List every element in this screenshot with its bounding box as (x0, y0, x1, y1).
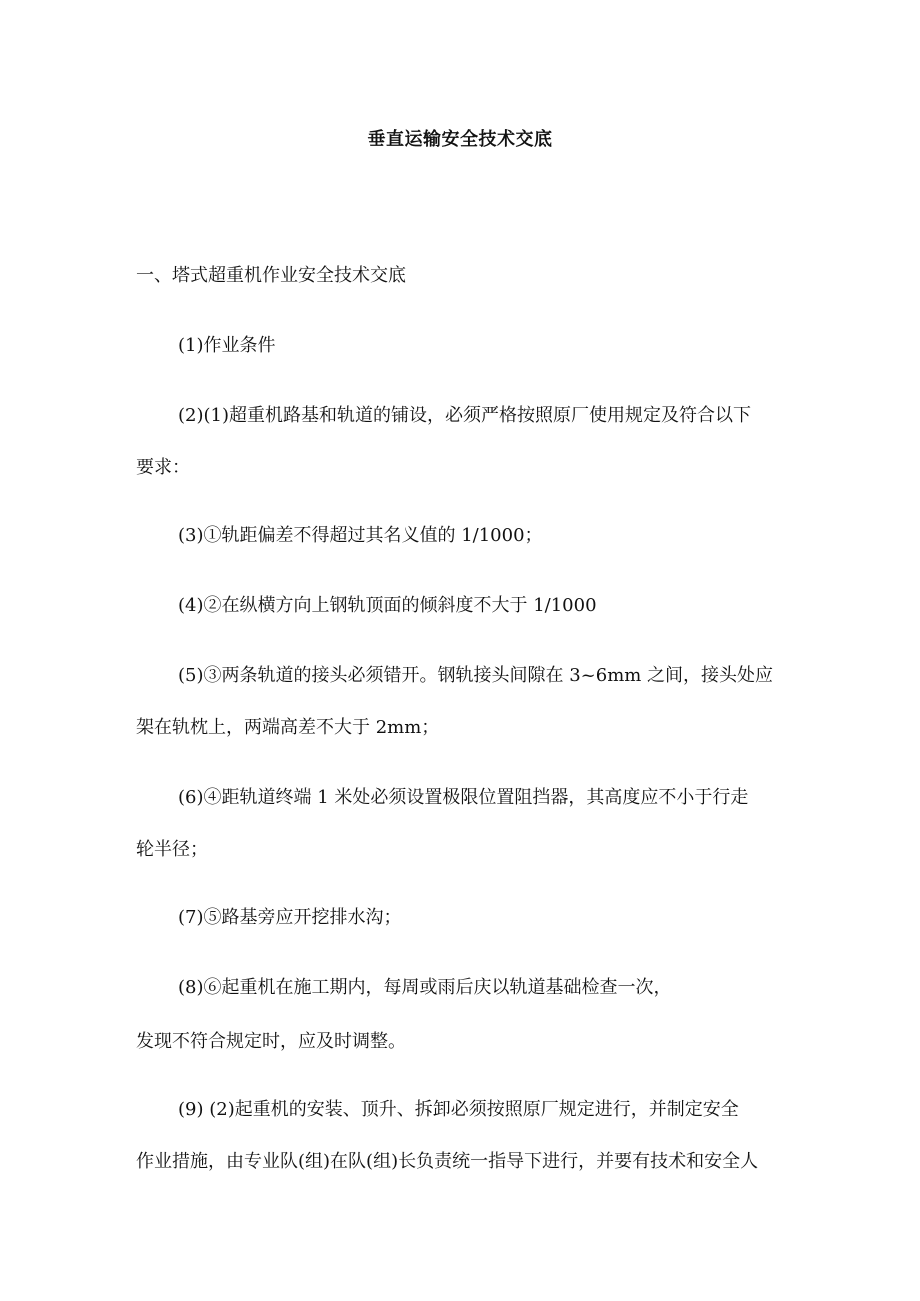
paragraph-6-line-2: 轮半径； (136, 839, 208, 860)
paragraph-9-line-1: (9) (2)起重机的安装、顶升、拆卸必须按照原厂规定进行，并制定安全 (178, 1099, 739, 1120)
paragraph-7-line-1: (7)⑤路基旁应开挖排水沟； (178, 907, 402, 928)
paragraph-9-line-2: 作业措施，由专业队(组)在队(组)长负责统一指导下进行，并要有技术和安全人 (136, 1151, 759, 1172)
paragraph-6-line-1: (6)④距轨道终端 1 米处必须设置极限位置阻挡器，其高度应不小于行走 (178, 787, 749, 808)
paragraph-8-line-1: (8)⑥起重机在施工期内，每周或雨后庆以轨道基础检查一次， (178, 977, 672, 998)
paragraph-4-line-1: (4)②在纵横方向上钢轨顶面的倾斜度不大于 1/1000 (178, 595, 597, 616)
paragraph-8-line-2: 发现不符合规定时，应及时调整。 (136, 1031, 406, 1052)
paragraph-5-line-2: 架在轨枕上，两端高差不大于 2mm； (136, 717, 440, 738)
paragraph-2-line-2: 要求： (136, 457, 190, 478)
paragraph-2-line-1: (2)(1)超重机路基和轨道的铺设，必须严格按照原厂使用规定及符合以下 (178, 405, 751, 426)
section-heading: 一、塔式超重机作业安全技术交底 (136, 265, 406, 286)
paragraph-1-line-1: (1)作业条件 (178, 335, 276, 356)
document-title: 垂直运输安全技术交底 (367, 129, 553, 150)
paragraph-3-line-1: (3)①轨距偏差不得超过其名义值的 1/1000； (178, 525, 543, 546)
paragraph-5-line-1: (5)③两条轨道的接头必须错开。钢轨接头间隙在 3~6mm 之间，接头处应 (178, 665, 774, 686)
